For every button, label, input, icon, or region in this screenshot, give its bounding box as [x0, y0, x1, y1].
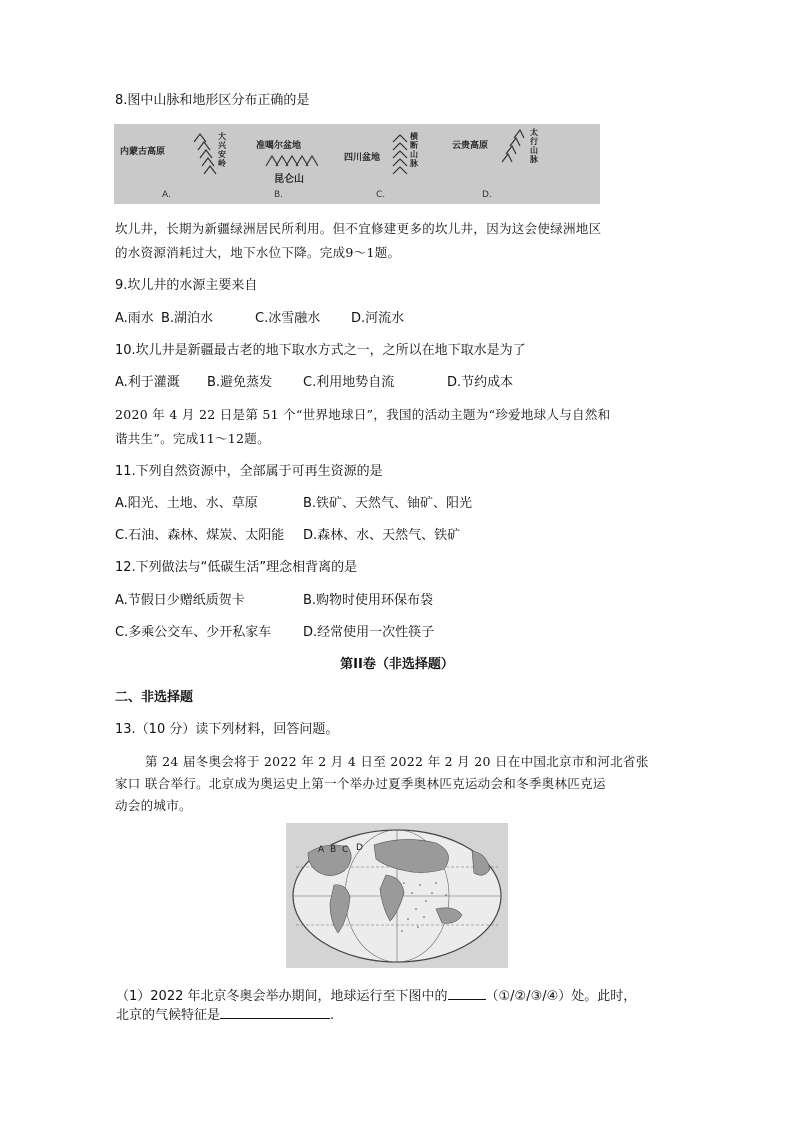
- q8-figure: [114, 124, 600, 204]
- map-label-a: A: [318, 845, 325, 855]
- q12-option-d[interactable]: D.经常使用一次性筷子: [303, 625, 435, 640]
- passage2-line2: 谐共生”。完成11～12题。: [115, 431, 270, 446]
- q13-sub1-end: .: [330, 1008, 335, 1023]
- fig1-c-letter: C.: [376, 190, 386, 200]
- world-map-figure: [286, 823, 508, 968]
- q13-stem: 13.（10 分）读下列材料，回答问题。: [115, 722, 339, 737]
- fig1-b-region: 准噶尔盆地: [256, 141, 302, 151]
- mountain-range-icon: [500, 126, 530, 166]
- fig1-d-mountain: 太行山脉: [530, 128, 538, 164]
- q12-options-row1: [115, 591, 433, 611]
- q12-stem: 12.下列做法与“低碳生活”理念相背离的是: [115, 560, 358, 575]
- q13-sub1-choices: （①/②/③/④）处。此时，: [485, 989, 637, 1004]
- q9-options: [115, 309, 404, 329]
- fig1-b-mountain: 昆仑山: [274, 174, 304, 185]
- q11-options-row1: [115, 494, 472, 514]
- q13-sub1-blank2[interactable]: [220, 1004, 330, 1019]
- q9-option-a[interactable]: A.雨水: [115, 311, 154, 326]
- fig1-d-region: 云贵高原: [452, 141, 489, 151]
- q12-option-b[interactable]: B.购物时使用环保布袋: [303, 593, 434, 608]
- q9-option-c[interactable]: C.冰雪融水: [255, 311, 321, 326]
- fig1-b-letter: B.: [274, 190, 284, 200]
- q9-option-b[interactable]: B.湖泊水: [161, 311, 214, 326]
- passage2-line1: 2020 年 4 月 22 日是第 51 个“世界地球日”，我国的活动主题为“珍爱地球人与自然和: [115, 407, 611, 422]
- part2-title: 第II卷（非选择题）: [340, 657, 454, 672]
- q10-options: [115, 373, 513, 393]
- q11-options-row2: [115, 526, 460, 546]
- q12-options-row2: [115, 623, 434, 643]
- q13-sub1-text: （1）2022 年北京冬奥会举办期间，地球运行至下图中的: [116, 989, 448, 1004]
- q11-stem: 11.下列自然资源中，全部属于可再生资源的是: [115, 464, 383, 479]
- q11-option-c[interactable]: C.石油、森林、煤炭、太阳能: [115, 528, 285, 543]
- fig1-a-mountain: 大兴安岭: [218, 132, 226, 168]
- q11-option-a[interactable]: A.阳光、土地、水、草原: [115, 496, 258, 511]
- passage1-line1: 坎儿井，长期为新疆绿洲居民所利用。但不宜修建更多的坎儿井，因为这会使绿洲地区: [115, 221, 602, 236]
- q12-option-c[interactable]: C.多乘公交车、少开私家车: [115, 625, 272, 640]
- part2-section: 二、非选择题: [115, 690, 194, 705]
- mountain-range-icon: [390, 132, 410, 178]
- q13-sub1-climate-text: 北京的气候特征是: [116, 1008, 221, 1023]
- q13-sub1-blank1[interactable]: [448, 985, 486, 1000]
- q10-option-a[interactable]: A.利于灌溉: [115, 375, 180, 390]
- fig1-a-region: 内蒙古高原: [120, 147, 166, 157]
- map-label-b: B: [330, 845, 337, 855]
- q10-option-b[interactable]: B.避免蒸发: [207, 375, 273, 390]
- q13-sub1-line2: [116, 1004, 334, 1026]
- q8-stem: 8.图中山脉和地形区分布正确的是: [115, 93, 310, 108]
- q11-option-d[interactable]: D.森林、水、天然气、铁矿: [303, 528, 461, 543]
- q9-stem: 9.坎儿井的水源主要来自: [115, 278, 258, 293]
- q9-option-d[interactable]: D.河流水: [351, 311, 405, 326]
- q10-option-c[interactable]: C.利用地势自流: [303, 375, 395, 390]
- q13-material-line2: 家口 联合举行。北京成为奥运史上第一个举办过夏季奥林匹克运动会和冬季奥林匹克运: [115, 776, 606, 791]
- fig1-c-mountain: 横断山脉: [410, 132, 418, 168]
- q12-option-a[interactable]: A.节假日少赠纸质贺卡: [115, 593, 245, 608]
- fig1-d-letter: D.: [482, 190, 492, 200]
- q10-option-d[interactable]: D.节约成本: [447, 375, 514, 390]
- q10-stem: 10.坎儿井是新疆最古老的地下取水方式之一，之所以在地下取水是为了: [115, 343, 526, 358]
- mountain-range-icon: [264, 152, 318, 170]
- fig1-c-region: 四川盆地: [344, 153, 381, 163]
- q11-option-b[interactable]: B.铁矿、天然气、铀矿、阳光: [303, 496, 473, 511]
- q13-material-line1: 第 24 届冬奥会将于 2022 年 2 月 4 日至 2022 年 2 月 20 日在中国北京市和河北省张: [145, 754, 649, 769]
- q13-material-line3: 动会的城市。: [115, 798, 192, 813]
- fig1-a-letter: A.: [162, 190, 171, 200]
- mountain-range-icon: [192, 128, 218, 178]
- passage1-line2: 的水资源消耗过大，地下水位下降。完成9～1题。: [115, 245, 401, 260]
- map-label-d: D: [356, 843, 363, 853]
- map-label-c: C: [342, 845, 349, 855]
